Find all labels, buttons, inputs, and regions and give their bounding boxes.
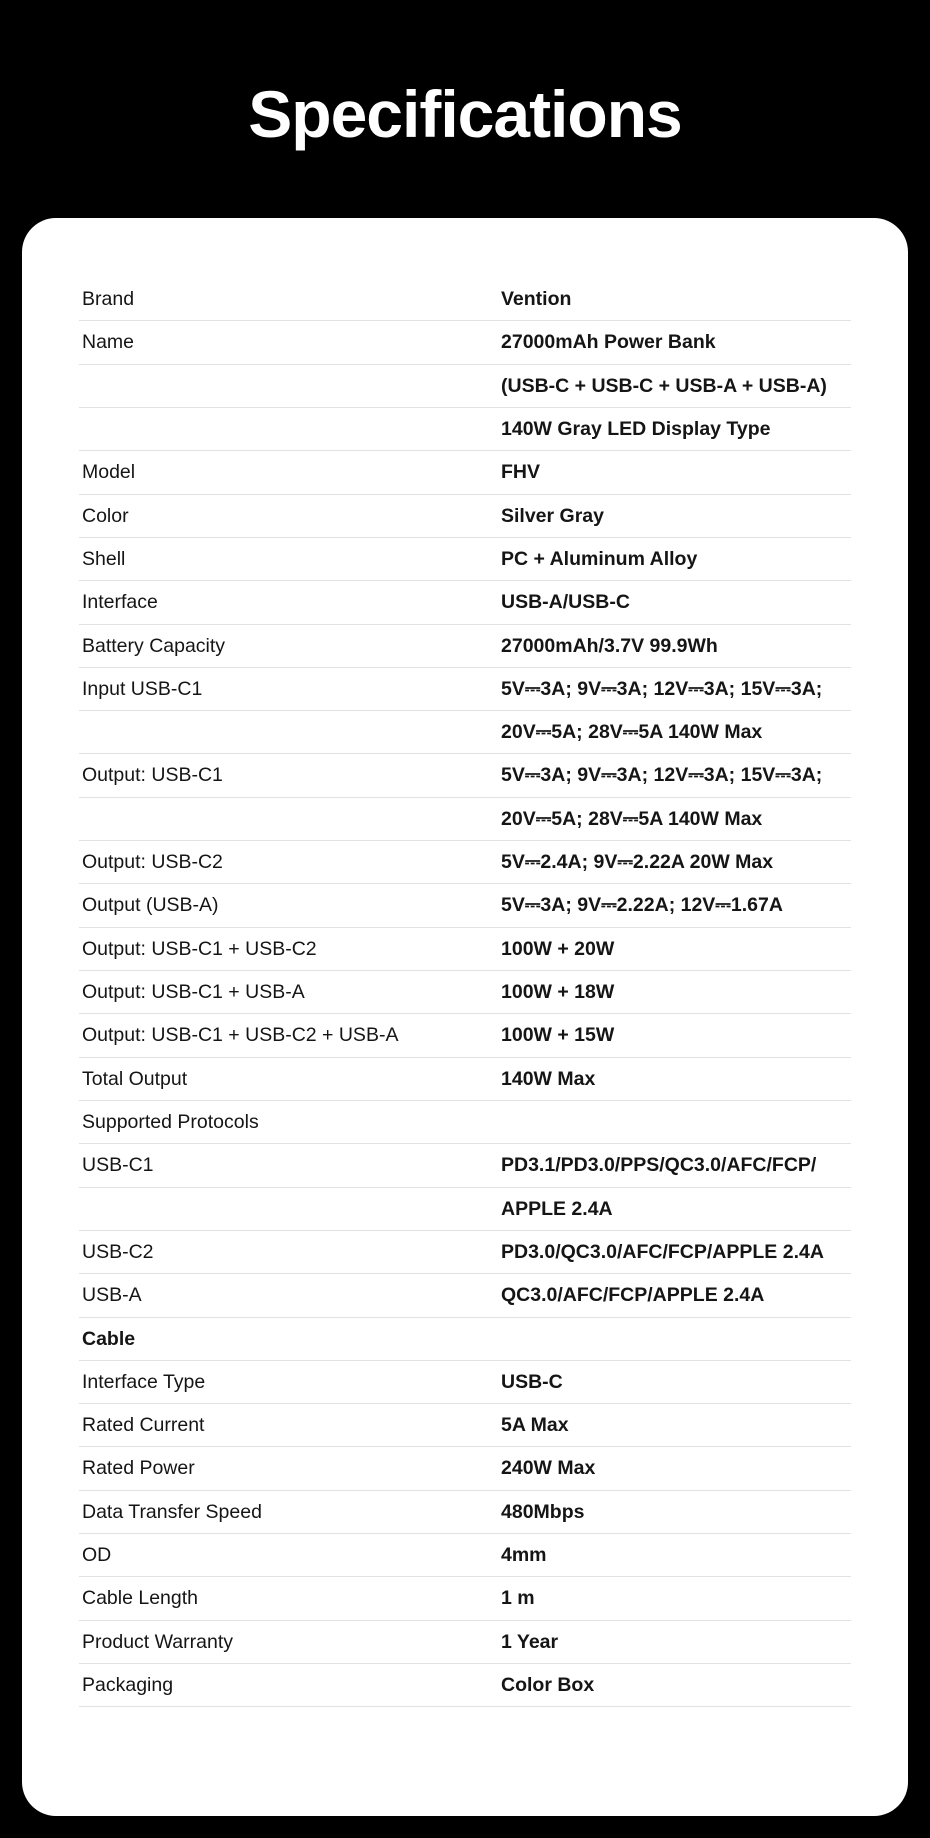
specifications-table-body	[79, 278, 851, 1707]
table-row	[79, 927, 851, 970]
table-row	[79, 1447, 851, 1490]
page-title: Specifications	[248, 77, 682, 151]
spec-value: 140W Max	[501, 1067, 596, 1090]
spec-label: Brand	[82, 288, 135, 310]
spec-value: 480Mbps	[501, 1500, 585, 1523]
spec-value: FHV	[501, 461, 540, 484]
spec-label: Rated Power	[82, 1457, 195, 1480]
table-row	[79, 1360, 851, 1403]
spec-label	[79, 711, 499, 754]
spec-label: Cable	[82, 1327, 136, 1350]
table-row	[79, 1057, 851, 1100]
spec-value: Vention	[501, 288, 572, 310]
spec-value: 4mm	[501, 1544, 547, 1567]
spec-value: USB-A/USB-C	[501, 591, 630, 614]
table-row	[79, 667, 851, 710]
spec-label	[79, 1187, 499, 1230]
table-row	[79, 1490, 851, 1533]
spec-value: Silver Gray	[501, 504, 604, 527]
spec-label: Data Transfer Speed	[82, 1500, 262, 1523]
table-row	[79, 1664, 851, 1707]
spec-label: Color	[82, 504, 129, 527]
table-row	[79, 451, 851, 494]
spec-value: PC + Aluminum Alloy	[501, 547, 698, 570]
spec-value: 100W + 15W	[501, 1024, 615, 1047]
table-row	[79, 1404, 851, 1447]
spec-label: Packaging	[82, 1674, 174, 1696]
spec-label: USB-C1	[82, 1154, 154, 1177]
spec-label: Output: USB-C1 + USB-C2	[82, 937, 317, 960]
spec-value: (USB-C + USB-C + USB-A + USB-A)	[501, 374, 827, 397]
spec-label: USB-C2	[82, 1240, 154, 1263]
spec-value: Color Box	[501, 1674, 595, 1696]
spec-value: 5V⎓3A; 9V⎓3A; 12V⎓3A; 15V⎓3A;	[501, 764, 823, 787]
spec-label: Battery Capacity	[82, 634, 226, 657]
specifications-table	[79, 278, 851, 1707]
specifications-card	[22, 218, 908, 1816]
spec-value: 5A Max	[501, 1414, 569, 1437]
table-row	[79, 1534, 851, 1577]
table-row	[79, 1014, 851, 1057]
spec-label	[79, 364, 499, 407]
table-row	[79, 754, 851, 797]
table-row	[79, 407, 851, 450]
table-row	[79, 1187, 851, 1230]
spec-label: USB-A	[82, 1284, 142, 1307]
spec-value: 100W + 18W	[501, 981, 615, 1003]
spec-label: Supported Protocols	[82, 1110, 259, 1133]
table-row	[79, 1230, 851, 1273]
table-row	[79, 321, 851, 364]
spec-label: Output: USB-C1 + USB-A	[82, 981, 305, 1003]
spec-label: Input USB-C1	[82, 677, 203, 700]
spec-label: Output: USB-C1 + USB-C2 + USB-A	[82, 1024, 399, 1047]
spec-label: Output: USB-C2	[82, 851, 223, 874]
spec-value: 240W Max	[501, 1457, 596, 1480]
spec-value: QC3.0/AFC/FCP/APPLE 2.4A	[501, 1284, 765, 1307]
spec-value	[499, 1100, 851, 1143]
spec-label: Output (USB-A)	[82, 894, 219, 917]
spec-label: OD	[82, 1544, 112, 1567]
table-row	[79, 1577, 851, 1620]
table-row	[79, 1317, 851, 1360]
spec-label: Product Warranty	[82, 1630, 233, 1653]
spec-label: Total Output	[82, 1067, 188, 1090]
table-row	[79, 278, 851, 321]
spec-label: Interface	[82, 591, 158, 614]
table-row	[79, 1144, 851, 1187]
spec-label: Rated Current	[82, 1414, 205, 1437]
spec-value: 5V⎓2.4A; 9V⎓2.22A 20W Max	[501, 851, 774, 874]
spec-label: Shell	[82, 547, 126, 570]
table-row	[79, 1620, 851, 1663]
spec-value: PD3.0/QC3.0/AFC/FCP/APPLE 2.4A	[501, 1240, 824, 1263]
spec-value: 27000mAh/3.7V 99.9Wh	[501, 634, 718, 657]
spec-label	[79, 797, 499, 840]
spec-label: Cable Length	[82, 1587, 199, 1610]
table-row	[79, 797, 851, 840]
spec-value: 5V⎓3A; 9V⎓3A; 12V⎓3A; 15V⎓3A;	[501, 677, 823, 700]
spec-label: Name	[82, 331, 135, 354]
table-row	[79, 1274, 851, 1317]
spec-value: APPLE 2.4A	[501, 1197, 613, 1220]
table-row	[79, 494, 851, 537]
table-row	[79, 841, 851, 884]
spec-value: 20V⎓5A; 28V⎓5A 140W Max	[501, 807, 763, 830]
spec-value: 100W + 20W	[501, 937, 615, 960]
spec-value: 27000mAh Power Bank	[501, 331, 716, 354]
spec-label	[79, 407, 499, 450]
spec-value: 1 Year	[501, 1630, 559, 1653]
table-row	[79, 971, 851, 1014]
table-row	[79, 364, 851, 407]
spec-value: 1 m	[501, 1587, 535, 1610]
spec-label: Output: USB-C1	[82, 764, 223, 787]
spec-value: PD3.1/PD3.0/PPS/QC3.0/AFC/FCP/	[501, 1154, 817, 1177]
table-row	[79, 581, 851, 624]
spec-value: 5V⎓3A; 9V⎓2.22A; 12V⎓1.67A	[501, 894, 783, 917]
spec-value: USB-C	[501, 1370, 563, 1393]
spec-label: Interface Type	[82, 1370, 206, 1393]
table-row	[79, 711, 851, 754]
spec-value: 140W Gray LED Display Type	[501, 417, 771, 440]
spec-label: Model	[82, 461, 136, 484]
table-row	[79, 884, 851, 927]
table-row	[79, 537, 851, 580]
table-row	[79, 1100, 851, 1143]
spec-value: 20V⎓5A; 28V⎓5A 140W Max	[501, 721, 763, 744]
table-row	[79, 624, 851, 667]
spec-value	[499, 1317, 851, 1360]
